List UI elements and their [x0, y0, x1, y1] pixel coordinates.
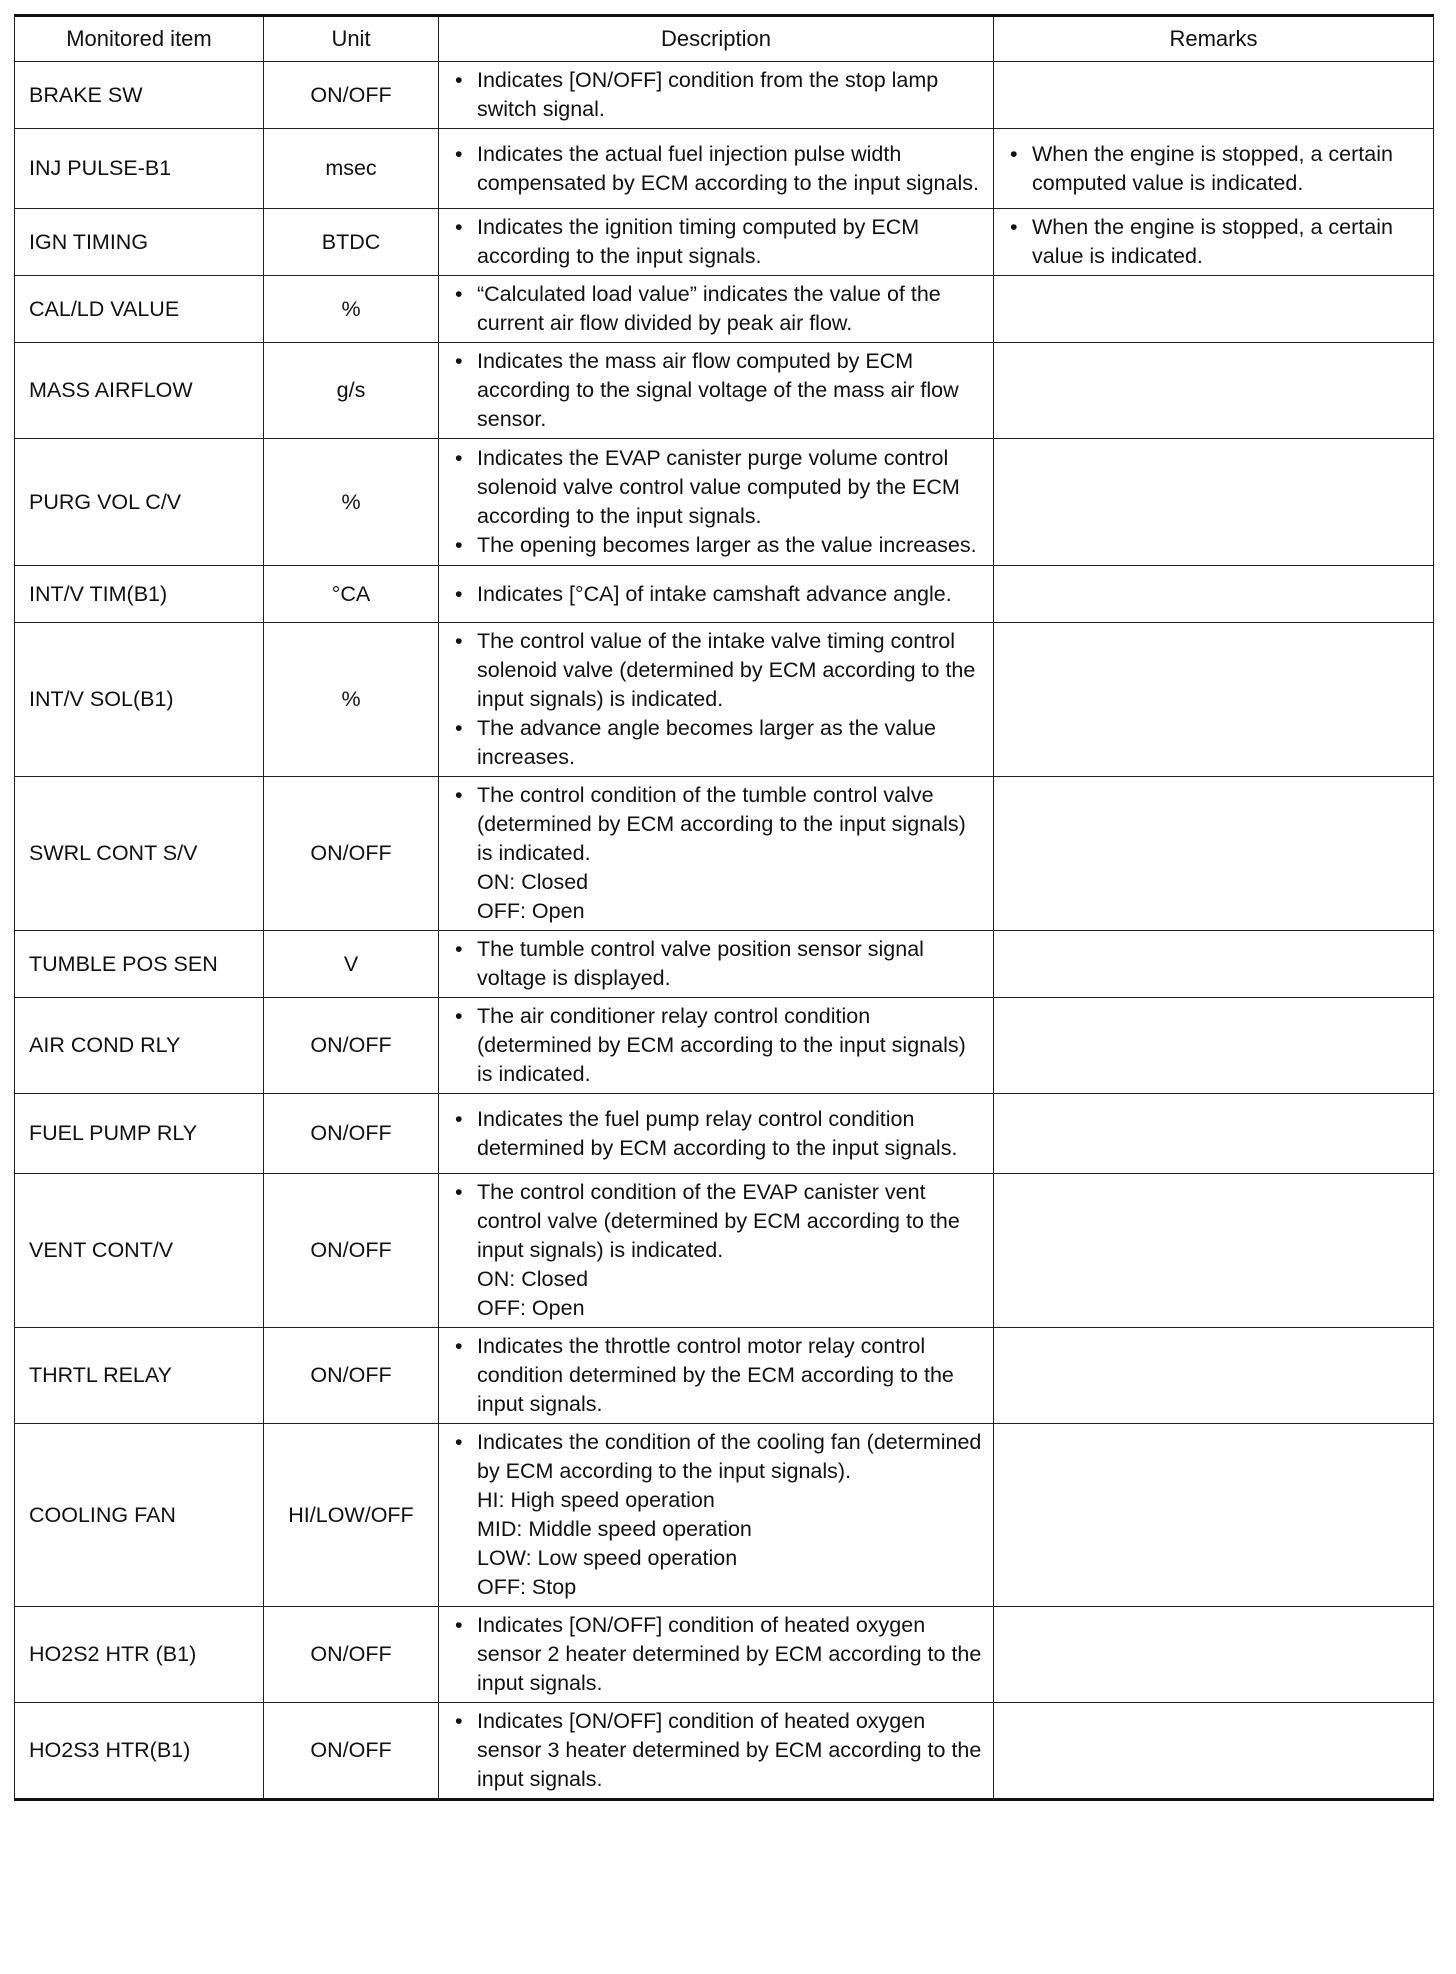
table-row — [15, 439, 1434, 566]
description-bullet — [451, 1611, 985, 1698]
monitor-item-table — [14, 14, 1434, 1801]
table-row — [15, 1424, 1434, 1607]
remarks-cell — [994, 209, 1434, 276]
description-cell — [439, 1607, 994, 1703]
description-cell — [439, 129, 994, 209]
description-bullet — [451, 781, 985, 926]
unit-cell: ON/OFF — [264, 998, 439, 1094]
description-text: Indicates [°CA] of intake camshaft advance angle. — [477, 581, 952, 606]
description-text: The tumble control valve position sensor signal voltage is displayed. — [477, 937, 924, 990]
monitored-item-cell: AIR COND RLY — [15, 998, 264, 1094]
unit-cell: ON/OFF — [264, 1174, 439, 1328]
description-bullet — [451, 627, 985, 714]
unit-cell: g/s — [264, 343, 439, 439]
description-cell — [439, 623, 994, 777]
description-cell — [439, 439, 994, 566]
table-row — [15, 1328, 1434, 1424]
description-text: “Calculated load value” indicates the value of the current air flow divided by peak air flow. — [477, 282, 941, 335]
table-body — [15, 62, 1434, 1800]
header-row — [15, 16, 1434, 62]
description-text: Indicates the actual fuel injection pulse width compensated by ECM according to the input signals. — [477, 141, 979, 195]
description-list — [451, 781, 985, 926]
description-text: Indicates the throttle control motor relay control condition determined by the ECM according to the input signals. — [477, 1334, 954, 1416]
description-text: The control condition of the tumble control valve (determined by ECM according to the input signals) is indicated. — [477, 783, 966, 865]
monitored-item-cell: TUMBLE POS SEN — [15, 931, 264, 998]
monitored-item-cell: BRAKE SW — [15, 62, 264, 129]
description-state-line: ON: Closed — [477, 1267, 589, 1291]
description-bullet — [451, 1428, 985, 1602]
description-bullet — [451, 213, 985, 271]
monitored-item-cell: MASS AIRFLOW — [15, 343, 264, 439]
description-bullet — [451, 1332, 985, 1419]
description-bullet — [451, 1105, 985, 1163]
monitored-item-cell: COOLING FAN — [15, 1424, 264, 1607]
unit-cell: HI/LOW/OFF — [264, 1424, 439, 1607]
description-cell — [439, 777, 994, 931]
description-cell — [439, 1424, 994, 1607]
table-row — [15, 129, 1434, 209]
description-list — [451, 1428, 985, 1602]
unit-cell: msec — [264, 129, 439, 209]
description-state-line: ON: Closed — [477, 870, 589, 894]
description-text: Indicates the mass air flow computed by ECM according to the signal voltage of the mass air flow sensor. — [477, 349, 959, 431]
remarks-cell — [994, 439, 1434, 566]
monitored-item-cell: FUEL PUMP RLY — [15, 1094, 264, 1174]
remarks-cell — [994, 62, 1434, 129]
monitored-item-cell: PURG VOL C/V — [15, 439, 264, 566]
description-state-line: OFF: Stop — [477, 1575, 577, 1599]
remarks-list — [1006, 213, 1425, 271]
description-state-line: OFF: Open — [477, 899, 585, 923]
description-list — [451, 1178, 985, 1323]
description-bullet — [451, 714, 985, 772]
table-row — [15, 998, 1434, 1094]
unit-cell: ON/OFF — [264, 1607, 439, 1703]
remarks-cell — [994, 1424, 1434, 1607]
header-description: Description — [439, 16, 994, 62]
unit-cell: ON/OFF — [264, 1094, 439, 1174]
remarks-cell — [994, 343, 1434, 439]
table-row — [15, 209, 1434, 276]
unit-cell: V — [264, 931, 439, 998]
table-row — [15, 343, 1434, 439]
monitored-item-cell: SWRL CONT S/V — [15, 777, 264, 931]
unit-cell: % — [264, 623, 439, 777]
remarks-cell — [994, 1094, 1434, 1174]
description-text: Indicates [ON/OFF] condition of heated oxygen sensor 2 heater determined by ECM according to the input signals. — [477, 1613, 982, 1695]
description-text: The control value of the intake valve timing control solenoid valve (determined by ECM according to the input signals) is indicated. — [477, 629, 976, 711]
description-state-line: OFF: Open — [477, 1296, 585, 1320]
description-text: Indicates the ignition timing computed by ECM according to the input signals. — [477, 215, 920, 268]
description-text: The advance angle becomes larger as the value increases. — [477, 716, 936, 769]
description-list — [451, 444, 985, 560]
description-list — [451, 1707, 985, 1794]
remarks-cell — [994, 777, 1434, 931]
description-list — [451, 1332, 985, 1419]
description-cell — [439, 276, 994, 343]
remarks-cell — [994, 998, 1434, 1094]
description-list — [451, 1105, 985, 1163]
description-text: Indicates the condition of the cooling fan (determined by ECM according to the input signals). — [477, 1430, 982, 1483]
description-list — [451, 347, 985, 434]
description-text: The air conditioner relay control condition (determined by ECM according to the input signals) is indicated. — [477, 1004, 966, 1086]
monitored-item-cell: HO2S2 HTR (B1) — [15, 1607, 264, 1703]
unit-cell: ON/OFF — [264, 62, 439, 129]
table-row — [15, 62, 1434, 129]
description-bullet — [451, 580, 985, 609]
description-bullet — [451, 531, 985, 560]
description-bullet — [451, 1002, 985, 1089]
table-row — [15, 566, 1434, 623]
description-cell — [439, 62, 994, 129]
description-state-line: HI: High speed operation — [477, 1488, 715, 1512]
monitored-item-cell: INT/V TIM(B1) — [15, 566, 264, 623]
description-bullet — [451, 66, 985, 124]
description-list — [451, 1611, 985, 1698]
remarks-cell — [994, 623, 1434, 777]
table-row — [15, 623, 1434, 777]
description-text: The opening becomes larger as the value increases. — [477, 533, 977, 557]
table-header — [15, 16, 1434, 62]
remarks-cell — [994, 129, 1434, 209]
monitor-item-document — [14, 14, 1433, 1801]
description-list — [451, 1002, 985, 1089]
remarks-bullet: • When the engine is stopped, a certain value is indicated. — [1006, 213, 1425, 271]
unit-cell: ON/OFF — [264, 1703, 439, 1800]
description-text: Indicates [ON/OFF] condition of heated oxygen sensor 3 heater determined by ECM according to the input signals. — [477, 1709, 982, 1791]
description-state-line: LOW: Low speed operation — [477, 1546, 738, 1570]
description-bullet — [451, 935, 985, 993]
table-row — [15, 1607, 1434, 1703]
remarks-bullet: • When the engine is stopped, a certain computed value is indicated. — [1006, 140, 1425, 198]
header-monitored-item: Monitored item — [15, 16, 264, 62]
description-text: Indicates [ON/OFF] condition from the stop lamp switch signal. — [477, 68, 939, 121]
table-row — [15, 276, 1434, 343]
description-cell — [439, 931, 994, 998]
remarks-cell — [994, 1328, 1434, 1424]
description-bullet — [451, 347, 985, 434]
description-state-line: MID: Middle speed operation — [477, 1517, 752, 1541]
unit-cell: % — [264, 276, 439, 343]
description-bullet — [451, 140, 985, 198]
unit-cell: ON/OFF — [264, 777, 439, 931]
remarks-cell — [994, 566, 1434, 623]
description-bullet — [451, 280, 985, 338]
monitored-item-cell: INT/V SOL(B1) — [15, 623, 264, 777]
unit-cell: % — [264, 439, 439, 566]
remarks-cell — [994, 931, 1434, 998]
table-row — [15, 931, 1434, 998]
monitored-item-cell: CAL/LD VALUE — [15, 276, 264, 343]
monitored-item-cell: HO2S3 HTR(B1) — [15, 1703, 264, 1800]
description-cell — [439, 1328, 994, 1424]
monitored-item-cell: VENT CONT/V — [15, 1174, 264, 1328]
header-remarks: Remarks — [994, 16, 1434, 62]
description-bullet — [451, 444, 985, 531]
description-cell — [439, 566, 994, 623]
monitored-item-cell: INJ PULSE-B1 — [15, 129, 264, 209]
description-cell — [439, 998, 994, 1094]
description-text: Indicates the EVAP canister purge volume control solenoid valve control value computed by the ECM according to the input signals. — [477, 446, 960, 528]
description-text: Indicates the fuel pump relay control condition determined by ECM according to the input signals. — [477, 1106, 958, 1160]
description-list — [451, 140, 985, 198]
description-cell — [439, 343, 994, 439]
description-text: The control condition of the EVAP canister vent control valve (determined by ECM according to the input signals) is indicated. — [477, 1180, 960, 1262]
description-list — [451, 66, 985, 124]
description-cell — [439, 1174, 994, 1328]
remarks-list — [1006, 140, 1425, 198]
unit-cell: BTDC — [264, 209, 439, 276]
description-cell — [439, 209, 994, 276]
table-row — [15, 1703, 1434, 1800]
description-cell — [439, 1094, 994, 1174]
description-list — [451, 213, 985, 271]
description-list — [451, 580, 985, 609]
remarks-cell — [994, 1174, 1434, 1328]
monitored-item-cell: THRTL RELAY — [15, 1328, 264, 1424]
description-list — [451, 280, 985, 338]
table-row — [15, 1094, 1434, 1174]
description-bullet — [451, 1178, 985, 1323]
table-row — [15, 1174, 1434, 1328]
description-bullet — [451, 1707, 985, 1794]
description-list — [451, 627, 985, 772]
remarks-cell — [994, 276, 1434, 343]
description-cell — [439, 1703, 994, 1800]
header-unit: Unit — [264, 16, 439, 62]
description-list — [451, 935, 985, 993]
remarks-cell — [994, 1703, 1434, 1800]
monitored-item-cell: IGN TIMING — [15, 209, 264, 276]
remarks-cell — [994, 1607, 1434, 1703]
unit-cell: °CA — [264, 566, 439, 623]
table-row — [15, 777, 1434, 931]
unit-cell: ON/OFF — [264, 1328, 439, 1424]
